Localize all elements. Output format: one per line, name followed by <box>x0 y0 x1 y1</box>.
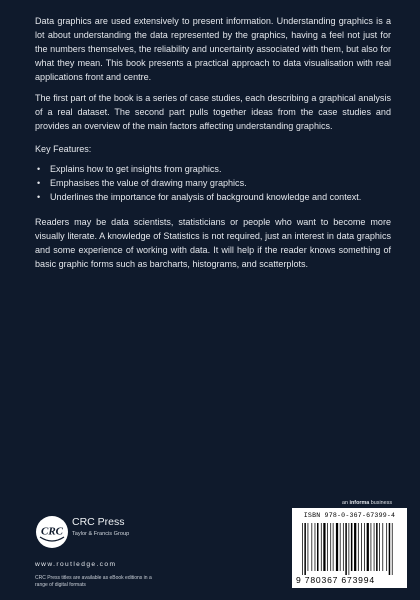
bullet-icon: • <box>37 178 41 188</box>
key-feature-item <box>35 190 391 204</box>
publisher-url: www.routledge.com <box>35 561 117 568</box>
barcode-panel <box>292 508 407 588</box>
intro-paragraph: Data graphics are used extensively to present information. Understanding graphics is a lot about understanding the data represented by the graphics, having a feel not just for the numbers themselves, the reliability and uncertainty associated with them, but also for what they mean. This book presents a practical approach to data visualisation with real applications front and centre. <box>35 16 391 82</box>
informa-business-tag <box>342 500 392 506</box>
isbn-label: ISBN 978-0-367-67399-4 <box>303 512 396 519</box>
blurb <box>35 14 391 271</box>
bullet-icon: • <box>37 164 41 174</box>
key-feature-text: Emphasises the value of drawing many graphics. <box>50 178 247 188</box>
ebook-note: CRC Press titles are available as eBook editions in a range of digital formats <box>35 575 152 588</box>
key-feature-text: Underlines the importance for analysis of background knowledge and context. <box>50 192 362 202</box>
barcode-digits: 9 780367 673994 <box>296 575 375 585</box>
barcode-icon <box>300 523 400 575</box>
key-features-heading: Key Features: <box>35 144 92 154</box>
crc-press-logo-icon <box>35 515 69 549</box>
key-feature-item <box>35 176 391 190</box>
structure-paragraph: The first part of the book is a series of case studies, each describing a graphical analysis of a real dataset. The second part pulls together ideas from the case studies and provides an overview of the main factors affecting understanding graphics. <box>35 93 391 131</box>
bullet-icon: • <box>37 192 41 202</box>
publisher-name: CRC Press <box>72 516 125 528</box>
informa-suffix: business <box>369 500 393 506</box>
key-features-list <box>35 162 391 204</box>
informa-prefix: an <box>342 500 350 506</box>
key-feature-text: Explains how to get insights from graphics. <box>50 164 222 174</box>
logo-text: CRC <box>40 525 64 538</box>
audience-paragraph: Readers may be data scientists, statisticians or people who want to become more visually literate. A knowledge of Statistics is not required, just an interest in data graphics and some experience of working with data. It will help if the reader knows something of basic graphic forms such as barcharts, histograms, and scatterplots. <box>35 217 391 269</box>
key-feature-item <box>35 162 391 176</box>
informa-brand: informa <box>349 500 370 506</box>
publisher-group: Taylor & Francis Group <box>72 531 130 537</box>
